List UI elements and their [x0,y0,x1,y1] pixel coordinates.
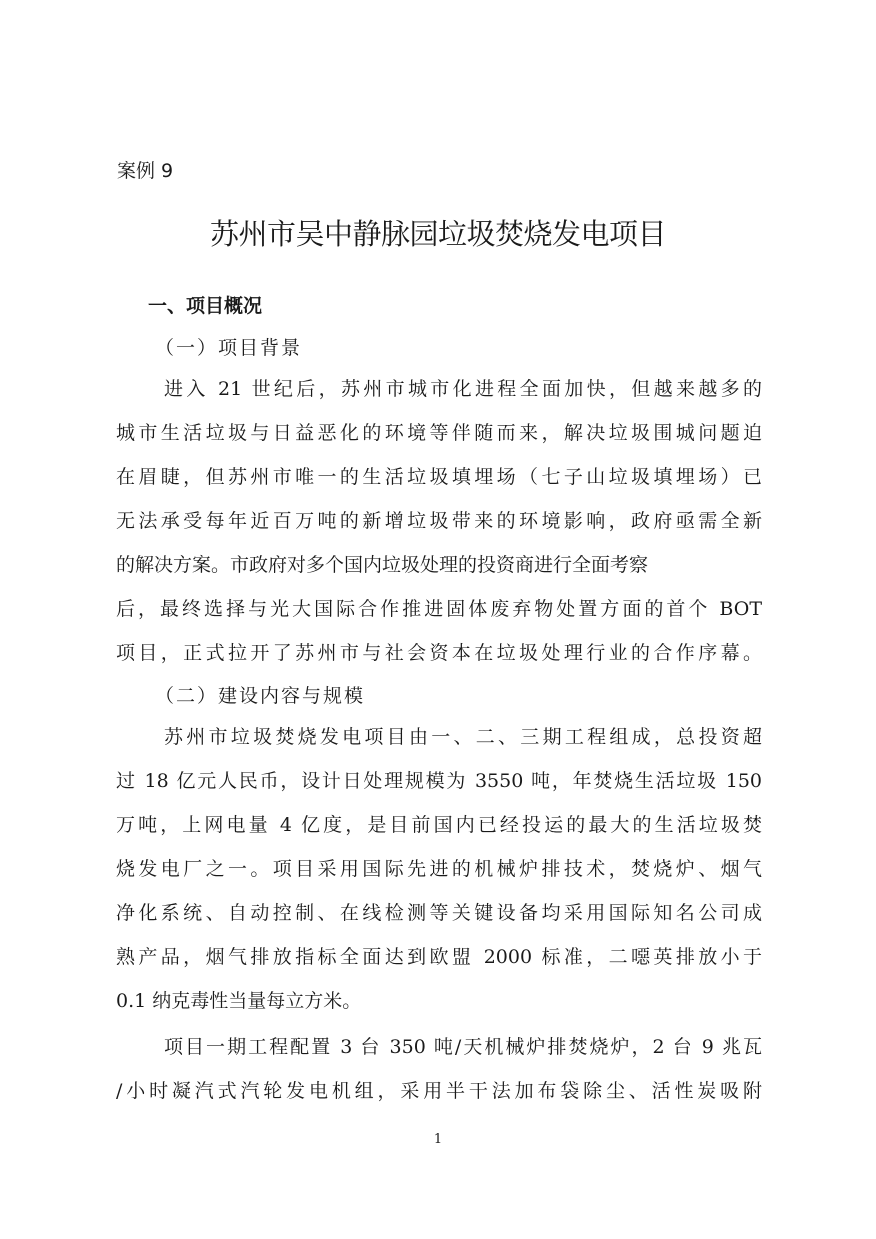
text-line: 的解决方案。市政府对多个国内垃圾处理的投资商进行全面考察 [116,554,649,576]
text-line: 熟产品，烟气排放指标全面达到欧盟 2000 标准，二噁英排放小于 [116,946,762,968]
text-line: 0.1 纳克毒性当量每立方米。 [116,990,362,1012]
text-line: 万吨，上网电量 4 亿度，是目前国内已经投运的最大的生活垃圾焚 [116,814,762,836]
text-line: 在眉睫，但苏州市唯一的生活垃圾填埋场（七子山垃圾填埋场）已 [116,466,762,488]
text-line: 烧发电厂之一。项目采用国际先进的机械炉排技术，焚烧炉、烟气 [116,858,762,880]
subsection-heading-background: （一）项目背景 [155,337,303,359]
text-line: 苏州市垃圾焚烧发电项目由一、二、三期工程组成，总投资超 [164,726,762,748]
text-line: 城市生活垃圾与日益恶化的环境等伴随而来，解决垃圾围城问题迫 [116,422,762,444]
text-line: 后，最终选择与光大国际合作推进固体废弃物处置方面的首个 BOT [116,598,762,620]
page-number: 1 [433,1132,443,1147]
text-line: 项目一期工程配置 3 台 350 吨/天机械炉排焚烧炉，2 台 9 兆瓦 [164,1036,762,1058]
text-line: 进入 21 世纪后，苏州市城市化进程全面加快，但越来越多的 [164,378,762,400]
text-line: 过 18 亿元人民币，设计日处理规模为 3550 吨，年焚烧生活垃圾 150 [116,770,762,792]
case-label: 案例 9 [117,160,174,182]
subsection-heading-construction: （二）建设内容与规模 [155,685,366,707]
section-heading-overview: 一、项目概况 [148,295,263,317]
text-line: 项目，正式拉开了苏州市与社会资本在垃圾处理行业的合作序幕。 [116,642,762,664]
text-line: 净化系统、自动控制、在线检测等关键设备均采用国际知名公司成 [116,902,762,924]
text-line: 无法承受每年近百万吨的新增垃圾带来的环境影响，政府亟需全新 [116,510,762,532]
document-title: 苏州市吴中静脉园垃圾焚烧发电项目 [209,217,666,251]
text-line: /小时凝汽式汽轮发电机组，采用半干法加布袋除尘、活性炭吸附 [116,1080,762,1102]
